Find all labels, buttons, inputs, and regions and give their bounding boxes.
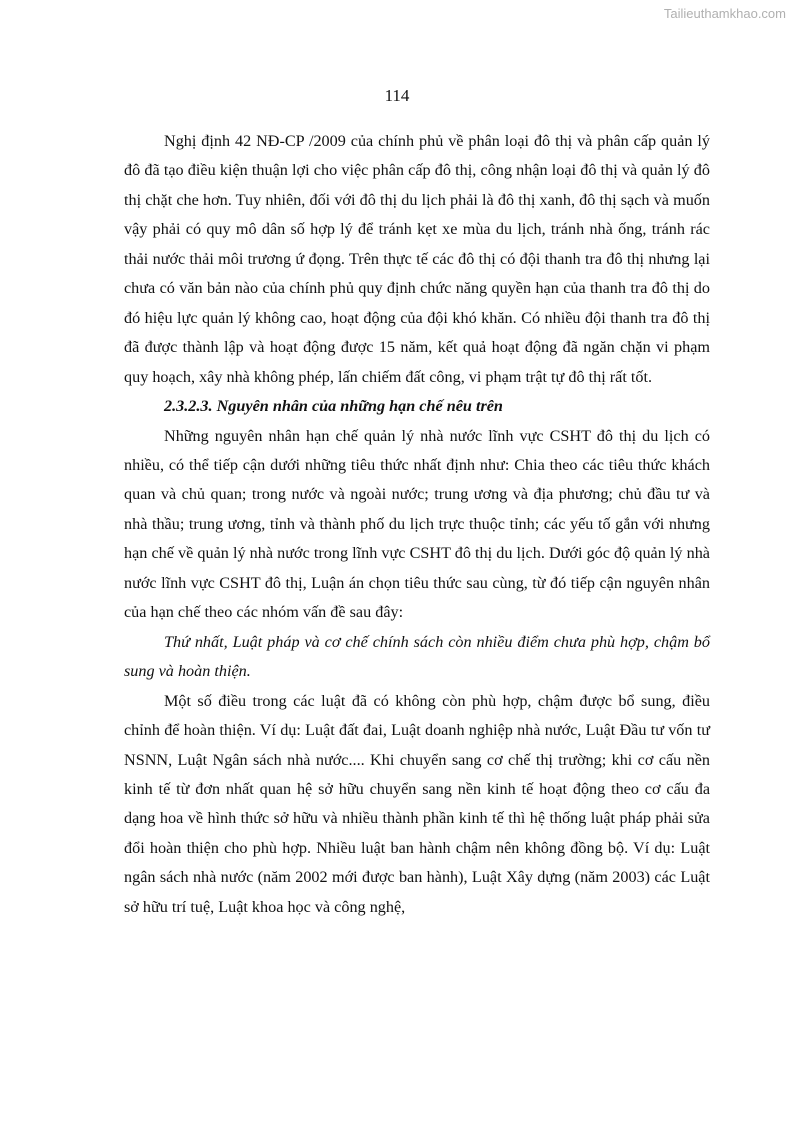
paragraph-law-examples: Một số điều trong các luật đã có không còn phù hợp, chậm được bổ sung, điều chỉnh để hoàn thiện. Ví dụ: Luật đất đai, Luật doanh nghiệp nhà nước, Luật Đầu tư vốn tư NSNN, Luật Ngân sách nhà nước.... Khi chuyển sang cơ chế thị trường; khi cơ cấu nền kinh tế từ đơn nhất quan hệ sở hữu chuyển sang nền kinh tế hoạt động theo cơ cấu đa dạng hoa về hình thức sở hữu và nhiều thành phần kinh tế thì hệ thống luật pháp phải sửa đổi hoàn thiện cho phù hợp. Nhiều luật ban hành chậm nên không đồng bộ. Ví dụ: Luật ngân sách nhà nước (năm 2002 mới được ban hành), Luật Xây dựng (năm 2003) các Luật sở hữu trí tuệ, Luật khoa học và công nghệ,: [124, 691, 710, 916]
page-number: 114: [384, 86, 410, 105]
paragraph-urban-decree: Nghị định 42 NĐ-CP /2009 của chính phủ về phân loại đô thị và phân cấp quản lý đô đã tạo điều kiện thuận lợi cho việc phân cấp đô thị, công nhận loại đô thị và quản lý đô thị chặt che hơn. Tuy nhiên, đối với đô thị du lịch phải là đô thị xanh, đô thị sạch và muốn vậy phải có quy mô dân số hợp lý để tránh kẹt xe mùa du lịch, tránh nhà ống, tránh rác thải nước thải môi trương ứ đọng. Trên thực tế các đô thị có đội thanh tra đô thị nhưng lại chưa có văn bản nào của chính phủ quy định chức năng quyền hạn của thanh tra đô thị do đó hiệu lực quản lý không cao, hoạt động của đội khó khăn. Có nhiều đội thanh tra đô thị đã được thành lập và hoạt động được 15 năm, kết quả hoạt động đã ngăn chặn vi phạm quy hoạch, xây nhà không phép, lấn chiếm đất công, vi phạm trật tự đô thị rất tốt.: [124, 132, 710, 386]
watermark: Tailieuthamkhao.com: [663, 6, 786, 21]
paragraph-causes-intro: Những nguyên nhân hạn chế quản lý nhà nước lĩnh vực CSHT đô thị du lịch có nhiều, có thể tiếp cận dưới những tiêu thức nhất định như: Chia theo các tiêu thức khách quan và chủ quan; trong nước và ngoài nước; trung ương và địa phương; chủ đầu tư và nhà thầu; trung ương, tỉnh và thành phố du lịch trực thuộc tỉnh; các yếu tố gắn với nhưng hạn chế về quản lý nhà nước trong lĩnh vực CSHT đô thị du lịch. Dưới góc độ quản lý nhà nước lĩnh vực CSHT đô thị, Luận án chọn tiêu thức sau cùng, từ đó tiếp cận nguyên nhân của hạn chế theo các nhóm vấn đề sau đây:: [124, 426, 710, 622]
document-body: [124, 127, 710, 922]
paragraph-first-cause: Thứ nhất, Luật pháp và cơ chế chính sách còn nhiều điểm chưa phù hợp, chậm bổ sung và hoàn thiện.: [124, 632, 710, 681]
section-heading: 2.3.2.3. Nguyên nhân của những hạn chế nêu trên: [164, 397, 503, 416]
